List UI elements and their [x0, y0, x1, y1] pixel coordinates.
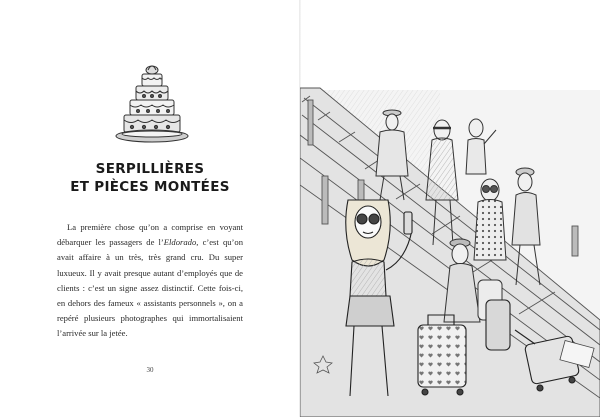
- chapter-title-line-1: SERPILLIÈRES: [95, 161, 205, 177]
- paragraph-part-1: La première chose qu’on a comprise en voyant débarquer les passagers de l’: [57, 222, 243, 248]
- wedding-cake-icon: [112, 62, 192, 152]
- page-number: 30: [146, 366, 154, 374]
- body-paragraph: [57, 220, 243, 342]
- chapter-title-line-2: ET PIÈCES MONTÉES: [70, 179, 230, 195]
- pier-tourists-illustration: [300, 0, 600, 417]
- ship-name: Eldorado: [163, 237, 197, 248]
- chapter-title: [60, 160, 240, 196]
- right-page: [300, 0, 600, 417]
- paragraph-part-2: , c’est qu’on avait affaire à un très, très grand cru. Du super luxueux. Il y avait presque autant d’employés que de clients : c’est un signe assez distinctif. Cette fois-ci, en dehors des fameux « assistants personnels », on a repéré plusieurs photographes qui immortalisaient l’arrivée sur la jetée.: [57, 237, 243, 339]
